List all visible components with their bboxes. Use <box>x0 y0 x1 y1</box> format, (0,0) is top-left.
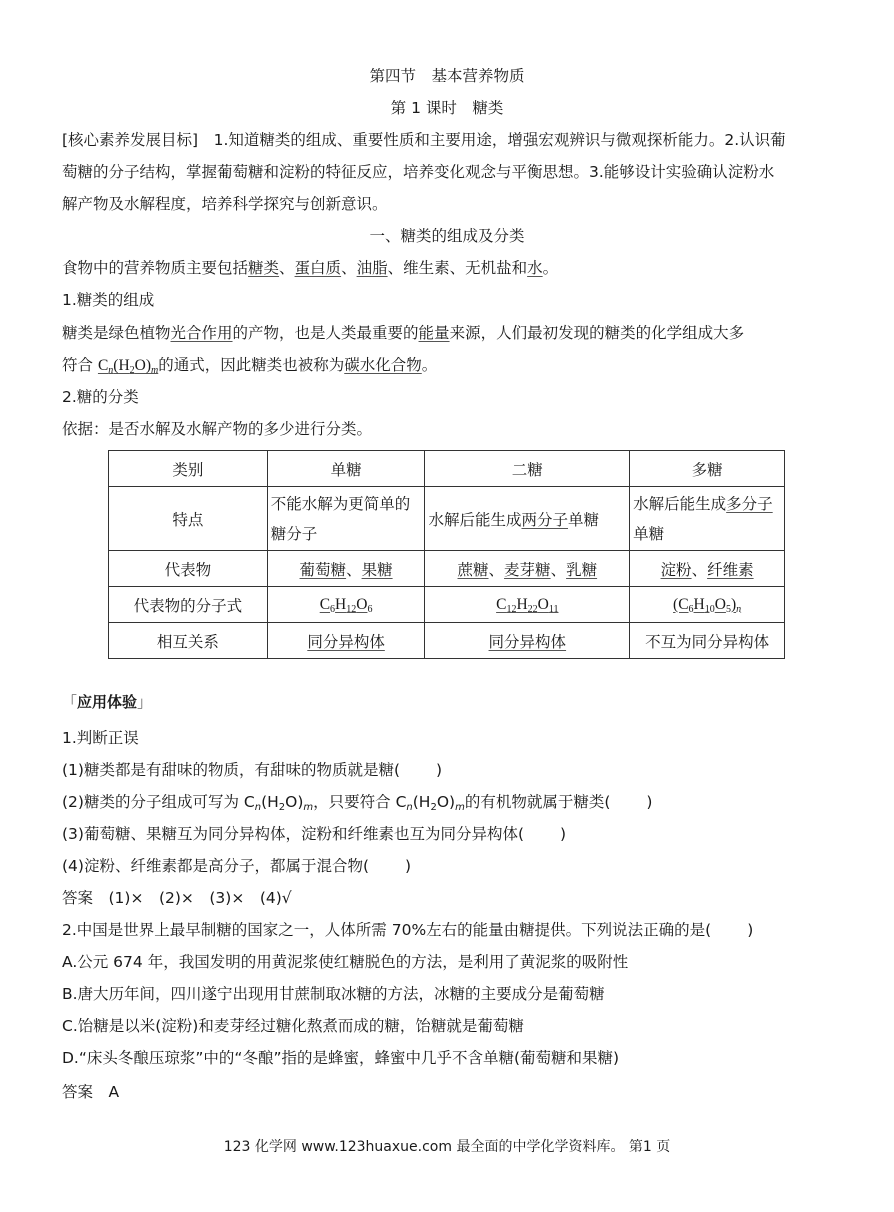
cell-poly-relation: 不互为同分异构体 <box>630 623 785 659</box>
goals-line-1: [核心素养发展目标] 1.知道糖类的组成、重要性质和主要用途，增强宏观辨识与微观探析能力。2.认识葡 <box>62 131 786 149</box>
answer-carbohydrate: 碳水化合物 <box>344 356 422 374</box>
answer-photosynthesis: 光合作用 <box>170 324 233 342</box>
general-formula: $C_n(H_2O)_m$ <box>97 357 159 376</box>
q2-option-b: B.唐大历年间，四川遂宁出现用甘蔗制取冰糖的方法，冰糖的主要成分是葡萄糖 <box>62 985 605 1003</box>
sep: 、 <box>341 259 357 277</box>
cell-mono-feature: 不能水解为更简单的 糖分子 <box>267 487 425 551</box>
cell-di-formula: $C_{12}H_{22}O_{11}$ <box>425 587 630 623</box>
q1-answer: 答案 (1)× (2)× (3)× (4)√ <box>62 889 292 907</box>
q2-option-c: C.饴糖是以米(淀粉)和麦芽经过糖化熬煮而成的糖，饴糖就是葡萄糖 <box>62 1017 524 1035</box>
table-row-feature <box>109 487 785 551</box>
q2-option-a: A.公元 674 年，我国发明的用黄泥浆使红糖脱色的方法，是利用了黄泥浆的吸附性 <box>62 953 629 971</box>
cell-di-examples: 蔗糖、麦芽糖、乳糖 <box>425 551 630 587</box>
cell-poly-examples: 淀粉、纤维素 <box>630 551 785 587</box>
text: 的产物，也是人类最重要的 <box>232 324 419 342</box>
row-label: 代表物 <box>109 551 268 587</box>
row-label: 代表物的分子式 <box>109 587 268 623</box>
q1-statement-2: (2)糖类的分子组成可写为 $C_n(H_2O)_m$，只要符合 $C_n(H_2O)_m$的有机物就属于糖类( ) <box>62 793 653 813</box>
composition-line-2 <box>62 355 437 376</box>
table-header-row <box>109 451 785 487</box>
q2-answer: 答案 A <box>62 1083 120 1101</box>
answer-energy: 能量 <box>418 324 450 342</box>
classification-heading: 2.糖的分类 <box>62 388 139 406</box>
practice-section-tag: 「应用体验」 <box>62 693 153 711</box>
nutrients-line <box>62 258 558 278</box>
table-row-examples <box>109 551 785 587</box>
section-title: 第四节 基本营养物质 <box>369 67 525 85</box>
cell-di-relation: 同分异构体 <box>425 623 630 659</box>
header-cell: 二糖 <box>425 451 630 487</box>
sep: 、 <box>279 259 295 277</box>
header-cell: 单糖 <box>267 451 425 487</box>
cell-mono-examples: 葡萄糖、果糖 <box>267 551 425 587</box>
header-cell: 类别 <box>109 451 268 487</box>
answer-protein: 蛋白质 <box>294 259 342 277</box>
text: 糖类是绿色植物 <box>62 324 171 342</box>
text: 的通式，因此糖类也被称为 <box>158 356 345 374</box>
nutrients-end: 。 <box>542 259 559 277</box>
goals-line-3: 解产物及水解程度，培养科学探究与创新意识。 <box>62 195 388 213</box>
table-row-relation <box>109 623 785 659</box>
q2-stem: 2.中国是世界上最早制糖的国家之一，人体所需 70%左右的能量由糖提供。下列说法正确的是( ) <box>62 921 754 939</box>
lesson-title: 第 1 课时 糖类 <box>390 99 504 117</box>
header-cell: 多糖 <box>630 451 785 487</box>
q1-title: 1.判断正误 <box>62 729 139 747</box>
answer-water: 水 <box>527 259 543 277</box>
q1-statement-4: (4)淀粉、纤维素都是高分子，都属于混合物( ) <box>62 857 412 875</box>
answer-sugar: 糖类 <box>248 259 280 277</box>
row-label: 相互关系 <box>109 623 268 659</box>
q1-statement-1: (1)糖类都是有甜味的物质，有甜味的物质就是糖( ) <box>62 761 443 779</box>
text: 来源，人们最初发现的糖类的化学组成大多 <box>449 324 745 342</box>
text: 符合 <box>62 356 98 374</box>
composition-line-1 <box>62 323 744 343</box>
page-footer: 123 化学网 www.123huaxue.com 最全面的中学化学资料库。 第1 页 <box>223 1139 671 1155</box>
q2-option-d: D.“床头冬酿压琼浆”中的“冬酿”指的是蜂蜜，蜂蜜中几乎不含单糖(葡萄糖和果糖) <box>62 1049 620 1067</box>
classification-basis: 依据：是否水解及水解产物的多少进行分类。 <box>62 420 373 438</box>
text: 。 <box>421 356 438 374</box>
row-label: 特点 <box>109 487 268 551</box>
cell-mono-formula: $C_6H_{12}O_6$ <box>267 587 425 623</box>
q1-statement-3: (3)葡萄糖、果糖互为同分异构体，淀粉和纤维素也互为同分异构体( ) <box>62 825 567 843</box>
cell-di-feature: 水解后能生成两分子单糖 <box>425 487 630 551</box>
sugar-classification-table <box>108 450 785 659</box>
cell-poly-feature: 水解后能生成多分子 单糖 <box>630 487 785 551</box>
answer-oil: 油脂 <box>356 259 388 277</box>
table-row-formula <box>109 587 785 623</box>
cell-poly-formula: $(C_6H_{10}O_5)_n$ <box>630 587 785 623</box>
cell-mono-relation: 同分异构体 <box>267 623 425 659</box>
composition-heading: 1.糖类的组成 <box>62 291 155 309</box>
part1-heading: 一、糖类的组成及分类 <box>369 227 525 245</box>
nutrients-prefix: 食物中的营养物质主要包括 <box>62 259 249 277</box>
goals-line-2: 萄糖的分子结构，掌握葡萄糖和淀粉的特征反应，培养变化观念与平衡思想。3.能够设计实验确认淀粉水 <box>62 163 775 181</box>
nutrients-mid: 、维生素、无机盐和 <box>387 259 528 277</box>
